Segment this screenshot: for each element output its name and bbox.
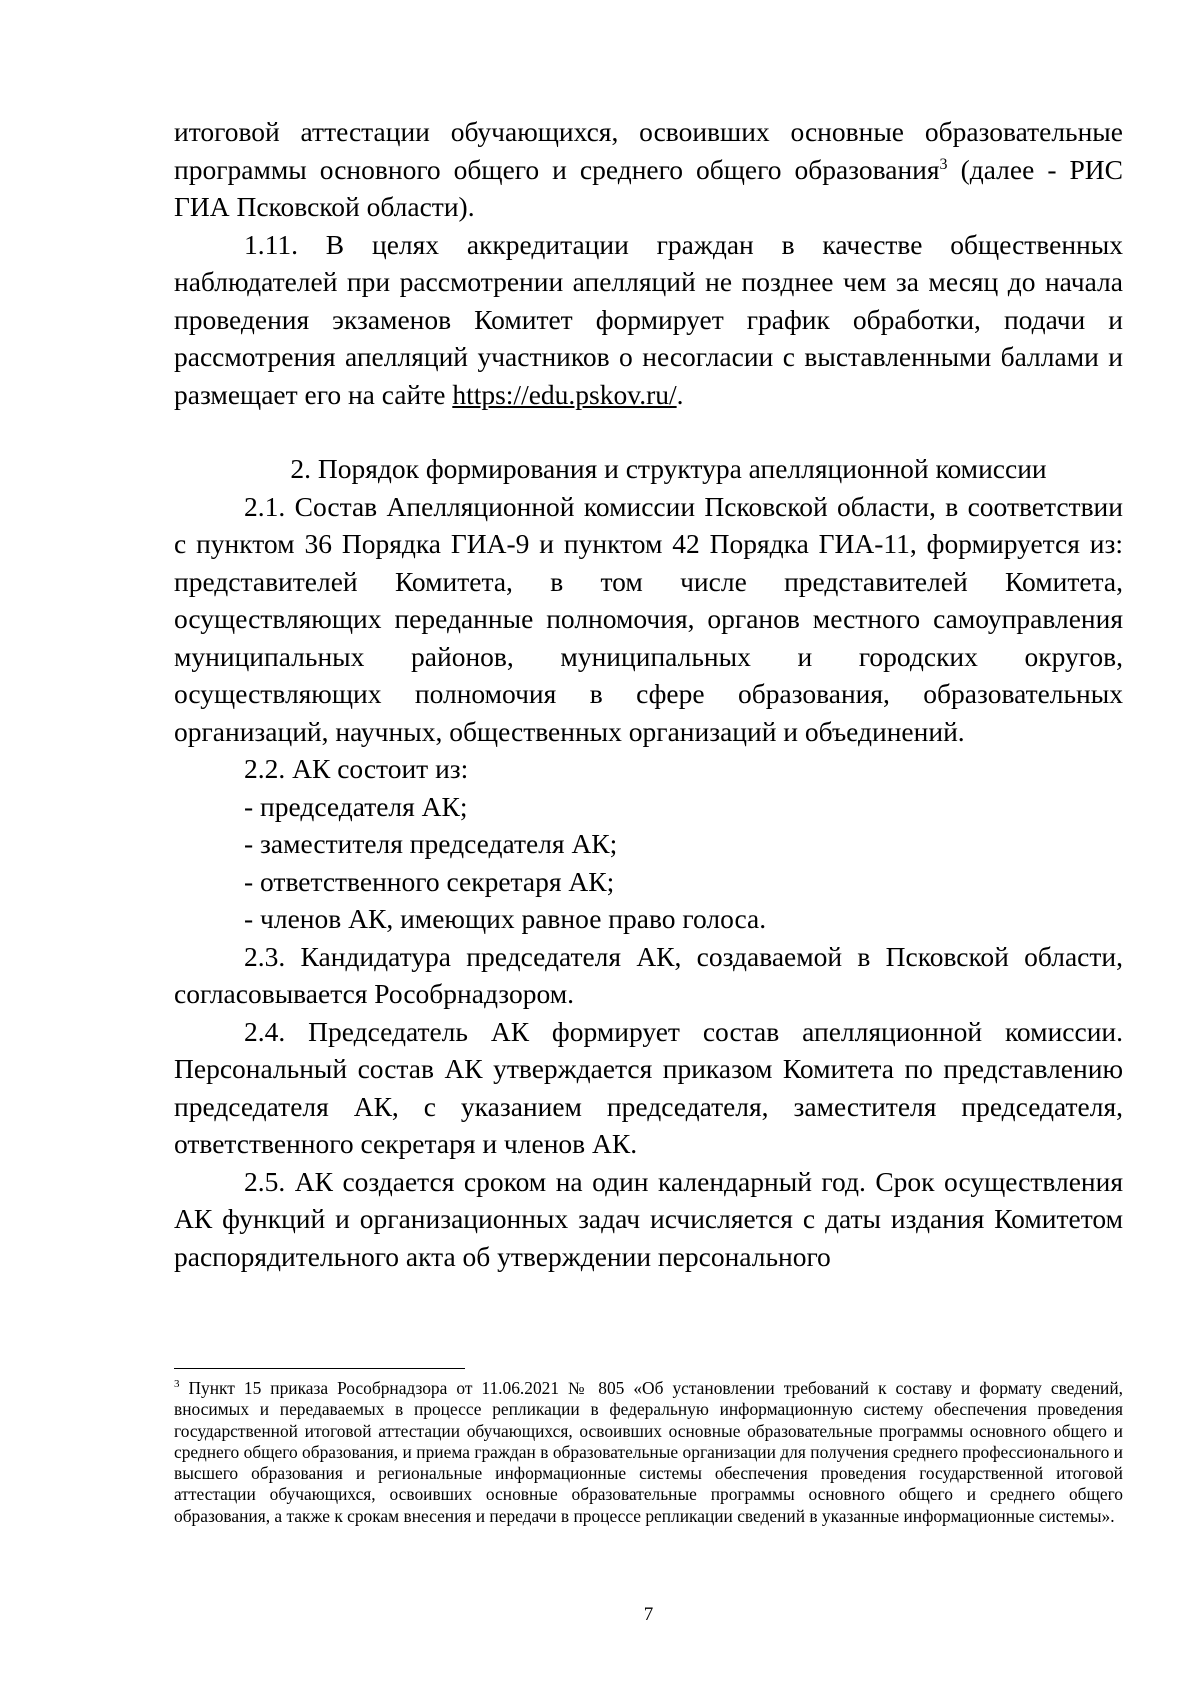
website-link[interactable]: https://edu.pskov.ru/ [452, 378, 677, 410]
paragraph-2-5: 2.5. АК создается сроком на один календарный год. Срок осуществления АК функций и организационных задач исчисляется с даты издания Комитетом распорядительного акта об утверждении персонального [174, 1165, 1123, 1272]
paragraph-1-11-text: 1.11. В целях аккредитации граждан в качестве общественных наблюдателей при рассмотрении апелляций не позднее чем за месяц до начала проведения экзаменов Комитет формирует график обработки, подачи и рассмотрения апелляций участников о несогласии с выставленными баллами и размещает его на сайте [174, 228, 1123, 410]
paragraph-1-11 [174, 226, 1123, 414]
paragraph-2-2: 2.2. АК состоит из: [244, 753, 469, 784]
footnote-separator [174, 1368, 465, 1369]
paragraph-intro [174, 113, 1123, 226]
paragraph-2-3: 2.3. Кандидатура председателя АК, создаваемой в Псковской области, согласовывается Рособрнадзором. [174, 940, 1123, 1009]
list-item: - заместителя председателя АК; [244, 828, 618, 859]
footnote-text: Пункт 15 приказа Рособрнадзора от 11.06.2021 № 805 «Об установлении требований к составу и формату сведений, вносимых и передаваемых в процессе репликации в федеральную информационную систему обеспечения проведения государственной итоговой аттестации обучающихся, освоивших основные образовательные программы основного общего и среднего общего образования, и приема граждан в образовательные организации для получения среднего профессионального и высшего образования и региональные информационные системы обеспечения проведения государственной итоговой аттестации обучающихся, освоивших основные образовательные программы основного общего и среднего общего образования, а также к срокам внесения и передачи в процессе репликации сведений в указанные информационные системы». [174, 1378, 1123, 1526]
document-body [174, 113, 1123, 1275]
paragraph-2-4: 2.4. Председатель АК формирует состав апелляционной комиссии. Персональный состав АК утверждается приказом Комитета по представлению председателя АК, с указанием председателя, заместителя председателя, ответственного секретаря и членов АК. [174, 1015, 1123, 1159]
paragraph-2-1: 2.1. Состав Апелляционной комиссии Псковской области, в соответствии с пунктом 36 Порядка ГИА-9 и пунктом 42 Порядка ГИА-11, формируется из: представителей Комитета, в том числе представителей Комитета, осуществляющих переданные полномочия, органов местного самоуправления муниципальных районов, муниципальных и городских округов, осуществляющих полномочия в сфере образования, образовательных организаций, научных, общественных организаций и объединений. [174, 490, 1123, 747]
paragraph-1-11-end: . [676, 378, 684, 410]
list-item: - председателя АК; [244, 790, 468, 822]
footnote-reference[interactable]: 3 [939, 155, 948, 173]
list-item: - ответственного секретаря АК; [244, 865, 615, 897]
footnote-marker: 3 [174, 1378, 180, 1391]
paragraph-intro-text: итоговой аттестации обучающихся, освоивших основные образовательные программы основного общего и среднего общего образования [174, 116, 1123, 185]
page-number: 7 [643, 1604, 654, 1625]
footnote [174, 1378, 1123, 1527]
list-item: - членов АК, имеющих равное право голоса. [244, 903, 767, 934]
section-heading: 2. Порядок формирования и структура апелляционной комиссии [290, 453, 1047, 484]
paragraph-intro-tail: (далее - РИС ГИА Псковской области). [174, 153, 1124, 222]
